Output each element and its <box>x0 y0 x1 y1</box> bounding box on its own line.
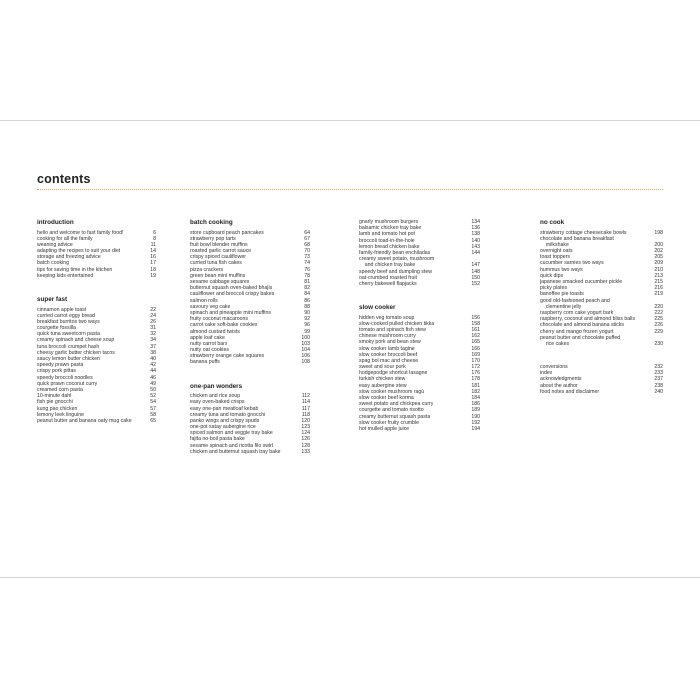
entry-page-number: 57 <box>150 405 156 412</box>
entry-title: curried tuna fish cakes <box>190 260 242 267</box>
entry-page-number: 215 <box>654 279 663 285</box>
entry-title: cherry bakewell flapjacks <box>359 280 417 287</box>
entry-page-number: 225 <box>654 316 663 323</box>
entry-title: strawberry pop tarts <box>190 235 236 242</box>
entry-title: nutty oat cookies <box>190 347 229 354</box>
entry-title: milkshake <box>540 241 569 248</box>
entry-title: quick tuna sweetcorn pasta <box>37 331 100 338</box>
entry-title: about the author <box>540 382 578 389</box>
entry-page-number: 32 <box>150 331 156 338</box>
entry-title: picky plates <box>540 285 568 292</box>
entry-title: creamy spinach and cheese soup <box>37 337 115 344</box>
entry-title: slow cooker mushroom ragù <box>359 388 425 395</box>
entry-page-number: 65 <box>150 417 156 424</box>
entry-page-number: 26 <box>150 318 156 325</box>
entry-page-number: 161 <box>471 326 480 333</box>
section-heading: no cook <box>540 219 565 226</box>
entry-page-number: 46 <box>150 374 156 381</box>
entry-page-number: 74 <box>304 260 310 267</box>
section-gap <box>359 287 480 304</box>
entry-title: tomato and spinach fish stew <box>359 326 426 333</box>
toc-section <box>37 219 156 279</box>
entry-title: keeping kids entertained <box>37 272 94 279</box>
entry-page-number: 50 <box>150 386 156 393</box>
entry-title: chocolate and banana breakfast <box>540 235 614 242</box>
entry-page-number: 150 <box>471 274 480 281</box>
entry-title: spag bol mac and cheese <box>359 357 419 364</box>
entry-page-number: 11 <box>150 241 156 248</box>
entry-title: and chicken tray bake <box>359 262 416 269</box>
entry-title: fruity coconut macaroons <box>190 316 248 323</box>
entry-page-number: 192 <box>471 419 480 426</box>
entry-page-number: 100 <box>301 334 310 341</box>
toc-section <box>190 383 310 455</box>
entry-page-number: 166 <box>471 345 480 352</box>
entry-page-number: 213 <box>654 272 663 279</box>
entry-page-number: 73 <box>304 254 310 261</box>
entry-page-number: 8 <box>153 235 156 242</box>
entry-page-number: 143 <box>471 243 480 250</box>
entry-title: store cupboard peach pancakes <box>190 229 264 236</box>
entry-title: almond custard twists <box>190 328 240 335</box>
entry-page-number: 210 <box>654 266 663 273</box>
entry-page-number: 106 <box>301 353 310 360</box>
entry-title: courgette fossilla <box>37 325 76 332</box>
entry-page-number: 182 <box>471 388 480 395</box>
entry-page-number: 68 <box>304 241 310 248</box>
entry-page-number: 200 <box>654 241 663 248</box>
entry-title: easy aubergine stew <box>359 382 407 389</box>
entry-title: cooking for all the family <box>37 235 93 242</box>
entry-page-number: 138 <box>471 231 480 238</box>
entry-page-number: 184 <box>471 395 480 401</box>
entry-title: courgette and tomato risotto <box>359 407 424 414</box>
entry-title: butternut squash oven-baked bhajis <box>190 285 273 292</box>
section-gap <box>37 279 156 296</box>
toc-section <box>359 219 480 287</box>
entry-title: savoury veg cake <box>190 303 231 310</box>
entry-title: nutty carrot bars <box>190 340 228 347</box>
section-heading: slow cooker <box>359 304 396 312</box>
entry-title: toast toppers <box>540 254 570 261</box>
entry-page-number: 178 <box>471 376 480 383</box>
entry-page-number: 40 <box>150 356 156 362</box>
entry-title: overnight oats <box>540 248 573 255</box>
entry-title: oat-crumbed roasted fruit <box>359 274 417 281</box>
entry-title: apple loaf cake <box>190 334 225 341</box>
entry-title: family-friendly bean enchiladas <box>359 249 431 256</box>
entry-page-number: 14 <box>150 248 156 255</box>
entry-page-number: 169 <box>471 351 480 358</box>
entry-page-number: 64 <box>304 229 310 236</box>
entry-title: raspberry corn cake yogurt bark <box>540 309 614 316</box>
entry-page-number: 226 <box>654 322 663 329</box>
entry-title: lemony leek linguine <box>37 411 85 418</box>
entry-title: good old-fashioned peach and <box>540 297 610 304</box>
entry-title: hello and welcome to fast family food! <box>37 229 124 236</box>
toc-column-4 <box>540 219 663 395</box>
toc-section <box>359 304 480 432</box>
toc-entry <box>540 389 663 395</box>
entry-page-number: 194 <box>471 425 480 432</box>
entry-page-number: 123 <box>301 424 310 431</box>
entry-page-number: 54 <box>150 399 156 406</box>
entry-title: slow cooker beef korma <box>359 395 414 401</box>
entry-title: balsamic chicken tray bake <box>359 225 422 232</box>
entry-title: green bean mini muffins <box>190 272 246 279</box>
entry-title: adapting the recipes to suit your diet <box>37 248 121 255</box>
entry-page-number: 176 <box>471 370 480 377</box>
entry-page-number: 42 <box>150 362 156 369</box>
entry-title: tuna broccoli crumpet hash <box>37 343 100 350</box>
entry-title: lemon bread chicken bake <box>359 243 420 250</box>
entry-title: cauliflower and broccoli crispy bakes <box>190 291 275 298</box>
entry-page-number: 220 <box>654 303 663 310</box>
entry-page-number: 156 <box>471 314 480 321</box>
entry-title: quick dips <box>540 272 564 279</box>
entry-title: kung pao chicken <box>37 405 78 412</box>
toc-section <box>540 219 663 347</box>
entry-title: fish pie gnocchi <box>37 399 73 406</box>
entry-page-number: 232 <box>654 364 663 371</box>
entry-page-number: 86 <box>304 297 310 304</box>
entry-title: fruit bowl blender muffins <box>190 241 248 248</box>
entry-page-number: 136 <box>471 225 480 232</box>
entry-page-number: 152 <box>471 280 480 287</box>
entry-page-number: 19 <box>150 272 156 279</box>
section-gap <box>540 347 663 364</box>
entry-page-number: 16 <box>150 254 156 261</box>
entry-page-number: 238 <box>654 382 663 389</box>
entry-page-number: 165 <box>471 339 480 346</box>
entry-page-number: 128 <box>301 442 310 449</box>
entry-page-number: 172 <box>471 364 480 371</box>
entry-title: turkish chicken stew <box>359 376 406 383</box>
entry-title: breakfast burritos two ways <box>37 318 100 325</box>
entry-title: cheesy garlic butter chicken tacos <box>37 349 115 356</box>
entry-title: weaning advice <box>37 241 73 248</box>
entry-page-number: 96 <box>304 322 310 329</box>
entry-title: raspberry, coconut and almond bliss balls <box>540 316 636 323</box>
entry-title: quick prawn coconut curry <box>37 380 98 387</box>
entry-page-number: 190 <box>471 413 480 420</box>
entry-page-number: 67 <box>304 235 310 242</box>
entry-page-number: 133 <box>301 448 310 455</box>
entry-page-number: 34 <box>150 337 156 344</box>
entry-title: crispy spiced cauliflower <box>190 254 246 261</box>
entry-title: roasted garlic carrot sauce <box>190 248 252 255</box>
entry-title: food notes and disclaimer <box>540 388 600 395</box>
section-gap <box>190 366 310 383</box>
entry-title: hidden veg tomato soup <box>359 314 415 321</box>
section-heading: one-pan wonders <box>190 382 243 390</box>
entry-page-number: 38 <box>150 349 156 356</box>
entry-page-number: 219 <box>654 291 663 298</box>
entry-page-number: 44 <box>150 368 156 375</box>
entry-title: gnarly mushroom burgers <box>359 219 419 225</box>
entry-page-number: 118 <box>301 411 310 418</box>
entry-page-number: 49 <box>150 380 156 387</box>
entry-title: chinese mushroom curry <box>359 333 416 340</box>
entry-title: strawberry cottage cheesecake bowls <box>540 229 627 236</box>
entry-page-number: 112 <box>301 393 310 400</box>
entry-page-number: 233 <box>654 370 663 377</box>
entry-page-number: 92 <box>304 316 310 323</box>
entry-page-number: 124 <box>301 430 310 437</box>
entry-page-number: 52 <box>150 393 156 400</box>
entry-title: curried carrot eggy bread <box>37 312 95 319</box>
entry-page-number: 108 <box>301 359 310 366</box>
entry-title: hot mulled apple juice <box>359 425 410 432</box>
entry-title: hummus two ways <box>540 266 583 273</box>
entry-page-number: 202 <box>654 248 663 255</box>
entry-title: batch cooking <box>37 260 70 267</box>
entry-page-number: 76 <box>304 266 310 273</box>
entry-page-number: 120 <box>301 417 310 424</box>
entry-title: crispy pork pittas <box>37 368 76 375</box>
entry-title: storage and freezing advice <box>37 254 101 261</box>
entry-page-number: 17 <box>150 260 156 267</box>
section-heading: introduction <box>37 219 74 226</box>
entry-page-number: 148 <box>471 268 480 275</box>
entry-title: chicken and rice soup <box>190 393 241 400</box>
entry-page-number: 37 <box>150 343 156 350</box>
entry-page-number: 126 <box>301 436 310 443</box>
entry-title: spiced salmon and veggie tray bake <box>190 430 273 437</box>
section-heading: batch cooking <box>190 219 233 226</box>
entry-page-number: 216 <box>654 285 663 292</box>
entry-title: clementine jelly <box>540 303 582 310</box>
entry-page-number: 70 <box>304 248 310 255</box>
toc-column-1 <box>37 219 156 424</box>
entry-page-number: 205 <box>654 254 663 261</box>
entry-page-number: 84 <box>304 291 310 298</box>
entry-title: creamy sweet potato, mushroom <box>359 256 435 263</box>
entry-page-number: 140 <box>471 237 480 244</box>
entry-title: pizza crackers <box>190 266 224 273</box>
entry-title: fajita no-boil pasta bake <box>190 436 245 443</box>
toc-section <box>37 296 156 424</box>
entry-title: 10-minute dahl <box>37 393 72 400</box>
entry-title: banana puffs <box>190 359 220 366</box>
dotted-divider <box>37 189 663 190</box>
entry-title: easy one-pan meatloaf kebab <box>190 405 259 412</box>
toc-column-2 <box>190 219 310 455</box>
entry-title: speedy broccoli noodles <box>37 374 93 381</box>
entry-title: japanese smacked cucumber pickle <box>540 279 623 285</box>
entry-title: slow-cooked pulled chicken tikka <box>359 320 435 327</box>
toc-entry <box>190 449 310 455</box>
toc-entry <box>37 418 156 424</box>
entry-page-number: 103 <box>301 340 310 347</box>
entry-page-number: 134 <box>471 219 480 225</box>
entry-title: spinach and pineapple mini muffins <box>190 309 271 316</box>
entry-title: panko wings and crispy spuds <box>190 417 260 424</box>
entry-title: slow cooker fruity crumble <box>359 419 419 426</box>
entry-page-number: 229 <box>654 328 663 335</box>
entry-title: lamb and tomato hot pot <box>359 231 415 238</box>
entry-title: creamy tuna and tomato gnocchi <box>190 411 266 418</box>
entry-page-number: 82 <box>304 285 310 292</box>
entry-title: conversions <box>540 364 568 371</box>
entry-page-number: 198 <box>654 229 663 236</box>
entry-title: saucy lemon butter chicken <box>37 356 100 362</box>
toc-entry <box>359 426 480 432</box>
entry-page-number: 99 <box>304 328 310 335</box>
entry-page-number: 162 <box>471 333 480 340</box>
entry-title: cucumber sarnies two ways <box>540 260 604 267</box>
section-heading: super fast <box>37 296 68 303</box>
entry-page-number: 237 <box>654 376 663 383</box>
entry-title: sweet potato and chickpea curry <box>359 401 434 408</box>
entry-title: broccoli toad-in-the-hole <box>359 237 415 244</box>
entry-title: speedy beef and dumpling stew <box>359 268 432 275</box>
entry-title: sweet and sour pork <box>359 364 406 371</box>
entry-page-number: 186 <box>471 401 480 408</box>
entry-title: carrot cake soft-bake cookies <box>190 322 258 329</box>
entry-page-number: 104 <box>301 347 310 354</box>
entry-page-number: 78 <box>304 272 310 279</box>
entry-page-number: 181 <box>471 382 480 389</box>
entry-title: peanut butter and banana oaty mug cake <box>37 417 132 424</box>
entry-title: smoky pork and bean stew <box>359 339 421 346</box>
entry-page-number: 24 <box>150 312 156 319</box>
entry-title: sesame spinach and ricotta filo swirl <box>190 442 274 449</box>
entry-page-number: 209 <box>654 260 663 267</box>
entry-title: speedy prawn pasta <box>37 362 84 369</box>
entry-page-number: 88 <box>304 303 310 310</box>
entry-page-number: 114 <box>301 399 310 406</box>
entry-page-number: 240 <box>654 388 663 395</box>
entry-title: rice cakes <box>540 340 570 347</box>
entry-page-number: 58 <box>150 411 156 418</box>
entry-title: salmon rolls <box>190 297 218 304</box>
entry-page-number: 22 <box>150 306 156 313</box>
entry-page-number: 158 <box>471 320 480 327</box>
entry-page-number: 170 <box>471 357 480 364</box>
entry-title: creamy butternut squash pasta <box>359 413 431 420</box>
entry-title: banoffee pie toasts <box>540 291 584 298</box>
entry-title: one-pot satay aubergine rice <box>190 424 256 431</box>
entry-title: slow cooker lamb tagine <box>359 345 415 352</box>
entry-title: chocolate and almond banana sticks <box>540 322 624 329</box>
entry-title: easy oven-baked crisps <box>190 399 245 406</box>
entry-title: sesame cabbage squares <box>190 279 250 285</box>
entry-title: tips for saving time in the kitchen <box>37 266 113 273</box>
toc-column-3 <box>359 219 480 432</box>
entry-title: creamed corn pasta <box>37 386 83 393</box>
entry-page-number: 6 <box>153 229 156 236</box>
entry-page-number: 117 <box>301 405 310 412</box>
entry-title: peanut butter and chocolate puffed <box>540 334 621 341</box>
entry-page-number: 81 <box>304 279 310 285</box>
entry-title: hodgepodge shortcut lasagne <box>359 370 428 377</box>
entry-title: index <box>540 370 553 377</box>
entry-page-number: 90 <box>304 309 310 316</box>
entry-title: slow cooker broccoli beef <box>359 351 418 358</box>
page-title: contents <box>37 172 91 186</box>
entry-page-number: 18 <box>150 266 156 273</box>
entry-title: cinnamon apple toast <box>37 306 87 313</box>
entry-page-number: 189 <box>471 407 480 414</box>
entry-title: acknowledgments <box>540 376 582 383</box>
toc-section <box>540 364 663 395</box>
entry-page-number: 222 <box>654 309 663 316</box>
entry-title: cherry and mango frozen yogurt <box>540 328 614 335</box>
entry-page-number: 144 <box>471 249 480 256</box>
entry-page-number: 31 <box>150 325 156 332</box>
toc-section <box>190 219 310 366</box>
entry-page-number: 230 <box>654 340 663 347</box>
entry-page-number: 147 <box>471 262 480 269</box>
entry-title: strawberry orange cake squares <box>190 353 265 360</box>
entry-title: chicken and butternut squash tray bake <box>190 448 281 455</box>
